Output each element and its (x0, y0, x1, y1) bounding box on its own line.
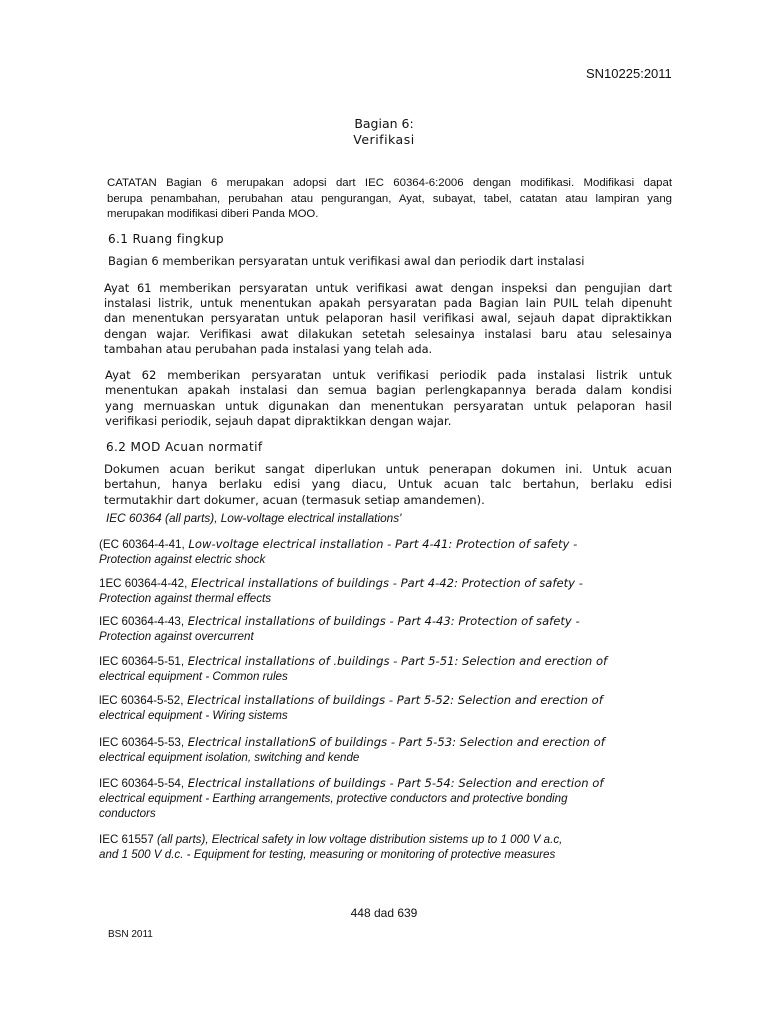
reference-title: electrical equipment - Common rules (99, 670, 288, 683)
reference-item (99, 735, 605, 765)
reference-title: Low-voltage electrical installation - Part 4-41: Protection of safety - (184, 537, 578, 551)
paragraph-line: instalasi listrik, untuk menentukan apakah persyaratan pada Bagian lain PUIL telah dipenuht (104, 296, 672, 311)
part-title: Bagian 6: (354, 116, 414, 131)
reference-title: Protection against overcurrent (99, 630, 254, 643)
reference-id: IEC 60364-5-53, (99, 736, 185, 749)
paragraph-line: bertahun, hanya berlaku edisi yang diacu, Untuk acuan talc bertahun, berlaku edisi (104, 477, 672, 492)
reference-id: IEC 61557 (99, 833, 154, 846)
paragraph-line: tambahan atau perubahan pada instalasi yang telah ada. (104, 341, 433, 356)
reference-item (99, 776, 603, 821)
reference-id: IEC 60364-4-43, (99, 615, 185, 628)
note-line: merupakan modifikasi diberi Panda MOO. (107, 208, 319, 220)
note-line: berupa penambahan, perubahan atau pengurangan, Ayat, subayat, tabel, catatan atau lampiran yang (107, 192, 672, 205)
paragraph-line: dan menentukan persyaratan untuk pelaporan hasil verifikasi awal, sejauh dapat dipraktikkan (104, 311, 672, 326)
paragraph-line: dengan wajar. Verifikasi awat dilakukan setetah selesainya instalasi baru atau selesainya (104, 326, 672, 341)
reference-id: lEC 60364-5-52, (99, 694, 184, 707)
reference-title: and 1 500 V d.c. - Equipment for testing, measuring or monitoring of protective measures (99, 848, 556, 861)
document-code: SN10225:2011 (586, 66, 672, 81)
reference-title: Electrical installations of .buildings - Part 5-51: Selection and erection of (184, 654, 608, 668)
paragraph-line: Ayat 62 memberikan persyaratan untuk verifikasi periodik pada instalasi listrik untuk (105, 368, 672, 382)
footer-organization: BSN 2011 (108, 929, 153, 940)
paragraph-line: menentukan apakah instalasi dan semua bagian perlengkapannya berada dalam kondisi (105, 383, 672, 398)
reference-item (99, 537, 577, 567)
note-line: CATATAN Bagian 6 merupakan adopsi dart IEC 60364-6:2006 dengan modifikasi. Modifikasi dapat (107, 177, 672, 189)
section-heading-6-2: 6.2 MOD Acuan normatif (106, 440, 263, 454)
reference-item (99, 693, 603, 723)
paragraph-line: termutakhir dart dokumer, acuan (termasuk setiap amandemen). (104, 492, 485, 507)
reference-item (99, 614, 580, 644)
reference-item: IEC 60364 (all parts), Low-voltage electrical installations' (106, 511, 402, 525)
paragraph-line: yang mernuaskan untuk digunakan dan menentukan persyaratan untuk pelaporan hasil (105, 398, 672, 413)
reference-item (99, 832, 562, 862)
reference-item (99, 576, 583, 606)
reference-title: Electrical installations of buildings - Part 5-52: Selection and erection of (183, 693, 603, 707)
reference-title: electrical equipment - Wiring sistems (99, 709, 288, 722)
section-intro-6-2 (104, 462, 672, 508)
reference-title: conductors (99, 807, 156, 820)
reference-id: IEC 60364-5-51, (99, 655, 185, 668)
reference-item (99, 654, 607, 684)
reference-title: (all parts), Electrical safety in low voltage distribution sistems up to 1 000 V a.c, (153, 833, 563, 846)
reference-title: Electrical installationS of buildings - Part 5-53: Selection and erection of (184, 735, 605, 749)
section-heading-6-1: 6.1 Ruang fingkup (108, 232, 225, 246)
paragraph-line: Dokumen acuan berikut sangat diperlukan untuk penerapan dokumen ini. Untuk acuan (104, 462, 672, 476)
part-subtitle: Verifikasi (353, 132, 415, 147)
reference-id: (EC 60364-4-41, (99, 538, 185, 551)
paragraph-ayat-62 (105, 368, 672, 429)
reference-title: electrical equipment isolation, switching and kende (99, 751, 360, 764)
reference-id: 1EC 60364-4-42, (99, 577, 188, 590)
reference-title: Electrical installations of buildings - Part 5-54: Selection and erection of (184, 776, 604, 790)
reference-title: Protection against electric shock (99, 553, 266, 566)
reference-title: Protection against thermal effects (99, 592, 272, 605)
page-number: 448 dad 639 (350, 906, 418, 920)
reference-title: Electrical installations of buildings - Part 4-42: Protection of safety - (187, 576, 583, 590)
paragraph-line: Ayat 61 memberikan persyaratan untuk verifikasi awat dengan inspeksi dan pengujian dart (104, 281, 672, 295)
paragraph-ayat-61 (104, 281, 672, 357)
section-intro-6-1: Bagian 6 memberikan persyaratan untuk verifikasi awal dan periodik dart instalasi (108, 254, 585, 268)
paragraph-line: verifikasi periodik, sejauh dapat dipraktikkan dengan wajar. (105, 413, 452, 428)
note-block (107, 176, 672, 223)
reference-title: electrical equipment - Earthing arrangements, protective conductors and protective bonding (99, 792, 568, 805)
reference-title: Electrical installations of buildings - Part 4-43: Protection of safety - (184, 614, 580, 628)
reference-id: IEC 60364-5-54, (99, 777, 185, 790)
